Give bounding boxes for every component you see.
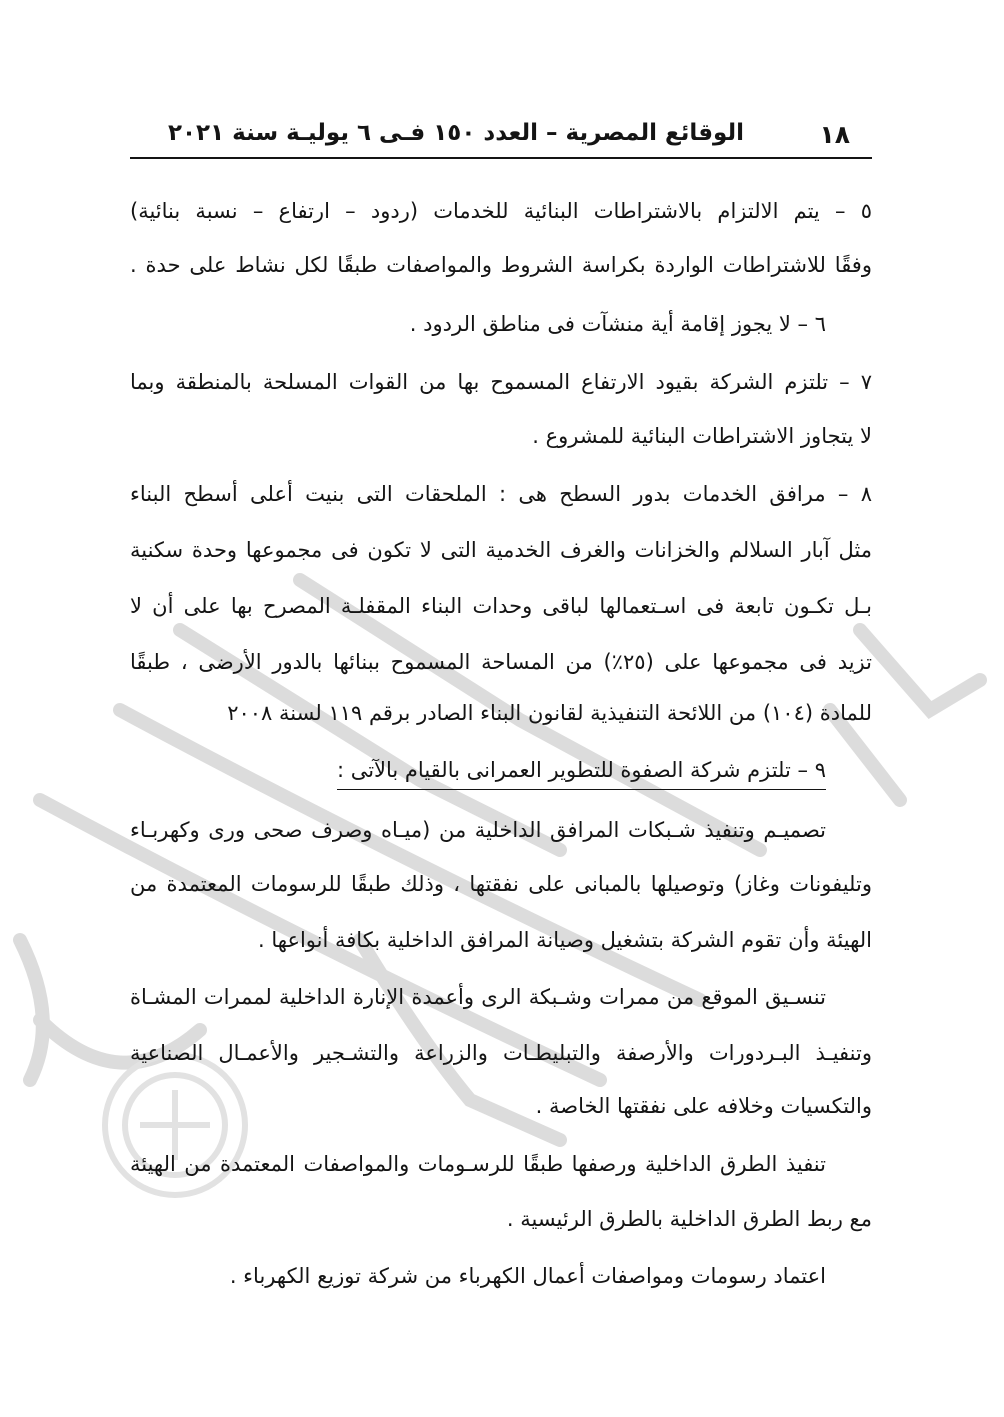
item-9-heading-line: [130, 750, 872, 790]
para-1-line-1: تصميـم وتنفيذ شـبكات المرافق الداخلية من (ميـاه وصرف صحى ورى وكهربـاء: [130, 818, 826, 842]
item-8-line-5: للمادة (١٠٤) من اللائحة التنفيذية لقانون البناء الصادر برقم ١١٩ لسنة ٢٠٠٨: [227, 701, 872, 725]
item-5-line-1: ٥ – يتم الالتزام بالاشتراطات البنائية للخدمات (ردود – ارتفاع – نسبة بنائية): [130, 199, 872, 223]
para-4-line-1: اعتماد رسومات ومواصفات أعمال الكهرباء من شركة توزيع الكهرباء .: [229, 1264, 826, 1288]
para-1-line-2: وتليفونات وغاز) وتوصيلها بالمبانى على نفقتها ، وذلك طبقًا للرسومات المعتمدة من: [130, 872, 872, 896]
item-5-line-2: وفقًا للاشتراطات الواردة بكراسة الشروط والمواصفات طبقًا لكل نشاط على حدة .: [130, 253, 872, 277]
para-2-line-1: تنسـيق الموقع من ممرات وشـبكة الرى وأعمدة الإنارة الداخلية لممرات المشـاة: [130, 985, 826, 1009]
item-6-line-1: ٦ – لا يجوز إقامة أية منشآت فى مناطق الردود .: [409, 312, 826, 336]
item-8-line-2: مثل آبار السلالم والخزانات والغرف الخدمية التى لا تكون فى مجموعها وحدة سكنية: [130, 538, 872, 562]
running-head: الوقائع المصرية – العدد ١٥٠ فـى ٦ يوليـة سنة ٢٠٢١: [167, 120, 744, 146]
item-9-heading: ٩ – تلتزم شركة الصفوة للتطوير العمرانى بالقيام بالآتى :: [337, 753, 826, 790]
document-body: [130, 0, 872, 1417]
para-2-line-2: وتنفيـذ البـردورات والأرصفة والتبليطـات والزراعة والتشـجير والأعمـال الصناعية: [130, 1041, 872, 1065]
item-7-line-1: ٧ – تلتزم الشركة بقيود الارتفاع المسموح بها من القوات المسلحة بالمنطقة وبما: [130, 370, 872, 394]
para-3-line-1: تنفيذ الطرق الداخلية ورصفها طبقًا للرسـومات والمواصفات المعتمدة من الهيئة: [130, 1152, 826, 1176]
item-8-line-4: تزيد فى مجموعها على (٢٥٪) من المساحة المسموح ببنائها بالدور الأرضى ، طبقًا: [130, 650, 872, 674]
para-1-line-3: الهيئة وأن تقوم الشركة بتشغيل وصيانة المرافق الداخلية بكافة أنواعها .: [258, 928, 872, 952]
item-7-line-2: لا يتجاوز الاشتراطات البنائية للمشروع .: [532, 424, 872, 448]
item-8-line-3: بـل تكـون تابعة فى اسـتعمالها لباقى وحدات البناء المقفلـة المصرح بها على أن لا: [130, 594, 872, 618]
para-3-line-2: مع ربط الطرق الداخلية بالطرق الرئيسية .: [506, 1207, 872, 1231]
item-8-line-1: ٨ – مرافق الخدمات بدور السطح هى : الملحقات التى بنيت أعلى أسطح البناء: [130, 482, 872, 506]
para-2-line-3: والتكسيات وخلافه على نفقتها الخاصة .: [535, 1094, 872, 1118]
page-number: ١٨: [819, 120, 850, 149]
